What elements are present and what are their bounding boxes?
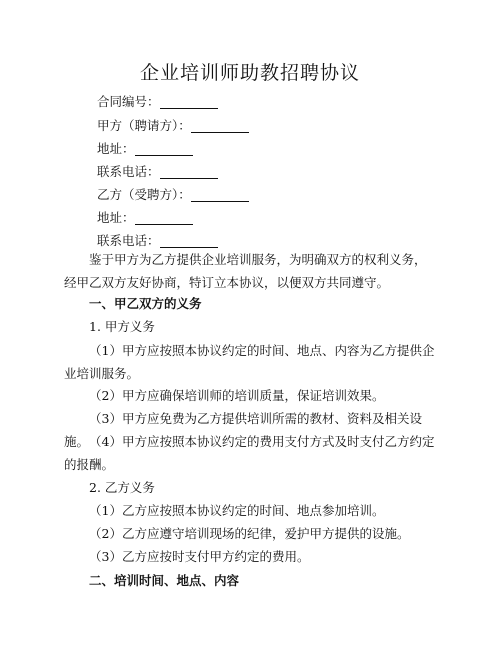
party-b-duty-2: （2）乙方应遵守培训现场的纪律，爱护甲方提供的设施。	[89, 526, 410, 541]
party-b-address-blank[interactable]	[135, 212, 193, 225]
contract-number-blank[interactable]	[160, 96, 218, 109]
party-a-address-blank[interactable]	[135, 143, 193, 156]
party-b-phone-blank[interactable]	[160, 235, 218, 248]
party-a-label: 甲方（聘请方）：	[97, 118, 191, 133]
contract-number-line	[97, 94, 218, 110]
contract-number-label: 合同编号：	[97, 94, 160, 109]
party-b-label: 乙方（受聘方）：	[97, 187, 191, 202]
party-b-duty-1: （1）乙方应按照本协议约定的时间、地点参加培训。	[89, 503, 385, 518]
party-b-address-line	[97, 210, 193, 226]
document-title: 企业培训师助教招聘协议	[139, 62, 360, 84]
section-1-heading: 一、甲乙双方的义务	[89, 296, 202, 311]
party-a-address-line	[97, 141, 193, 157]
party-a-duty-4: （4）甲方应按照本协议约定的费用支付方式及时支付乙方约定的报酬。	[64, 434, 435, 472]
party-a-duty-2: （2）甲方应确保培训师的培训质量，保证培训效果。	[89, 388, 385, 403]
party-b-line	[97, 187, 249, 203]
party-a-blank[interactable]	[191, 120, 249, 133]
party-a-duty-1: （1）甲方应按照本协议约定的时间、地点、内容为乙方提供企业培训服务。	[64, 343, 435, 381]
party-a-phone-label: 联系电话：	[97, 164, 160, 179]
section-2-heading: 二、培训时间、地点、内容	[89, 573, 240, 588]
party-b-phone-label: 联系电话：	[97, 233, 160, 248]
party-b-blank[interactable]	[191, 189, 249, 202]
party-a-address-label: 地址：	[97, 141, 135, 156]
party-a-line	[97, 118, 249, 134]
party-b-duties-subheading: 2. 乙方义务	[89, 480, 155, 495]
party-a-phone-line	[97, 164, 218, 180]
party-b-duty-3: （3）乙方应按时支付甲方约定的费用。	[89, 549, 310, 564]
party-a-phone-blank[interactable]	[160, 166, 218, 179]
party-b-phone-line	[97, 233, 218, 249]
intro-paragraph: 鉴于甲方为乙方提供企业培训服务，为明确双方的权利义务，经甲乙双方友好协商，特订立本协议，以便双方共同遵守。	[64, 252, 427, 290]
party-a-duties-subheading: 1. 甲方义务	[89, 319, 155, 334]
party-a-duty-3: （3）甲方应免费为乙方提供培训所需的教材、资料及相关设施。	[64, 411, 422, 449]
party-b-address-label: 地址：	[97, 210, 135, 225]
